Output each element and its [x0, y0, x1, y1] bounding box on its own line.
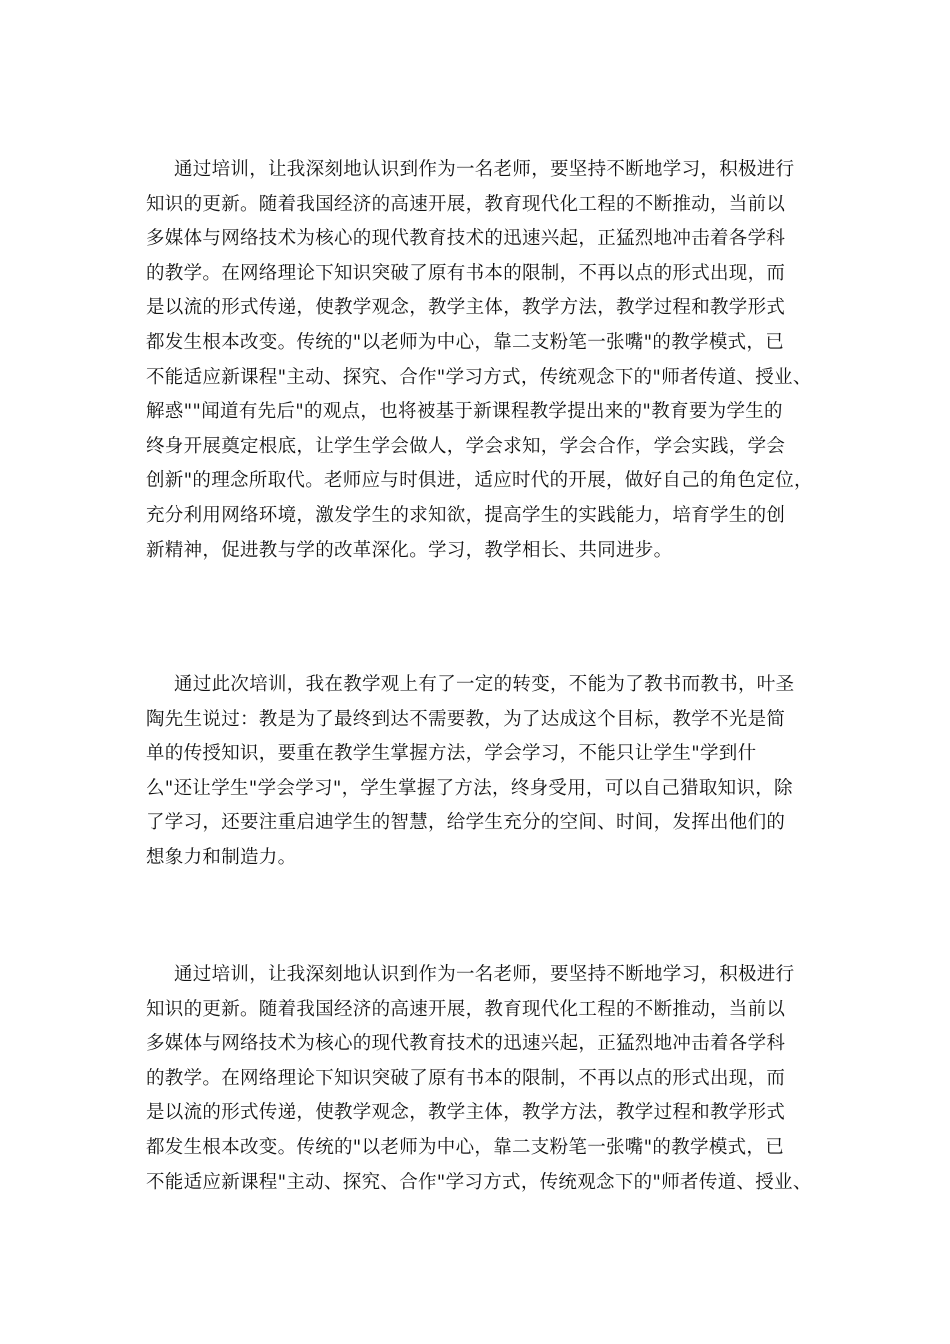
text-line: 创新"的理念所取代。老师应与时俱进，适应时代的开展，做好自己的角色定位，	[146, 470, 813, 492]
text-line: 想象力和制造力。	[146, 846, 297, 868]
text-line: 单的传授知识，要重在教学生掌握方法，学会学习，不能只让学生"学到什	[146, 743, 757, 765]
text-line: 都发生根本改变。传统的"以老师为中心，靠二支粉笔一张嘴"的教学模式，已	[146, 1136, 785, 1158]
text-line: 知识的更新。随着我国经济的高速开展，教育现代化工程的不断推动，当前以	[146, 193, 786, 215]
text-line: 新精神，促进教与学的改革深化。学习，教学相长、共同进步。	[146, 539, 673, 561]
text-line: 的教学。在网络理论下知识突破了原有书本的限制，不再以点的形式出现，而	[146, 262, 786, 284]
text-line: 通过培训，让我深刻地认识到作为一名老师，要坚持不断地学习，积极进行	[174, 159, 795, 180]
text-line: 的教学。在网络理论下知识突破了原有书本的限制，不再以点的形式出现，而	[146, 1067, 786, 1089]
text-line: 解惑""闻道有先后"的观点，也将被基于新课程教学提出来的"教育要为学生的	[146, 401, 783, 423]
text-line: 不能适应新课程"主动、探究、合作"学习方式，传统观念下的"师者传道、授业、	[146, 1171, 812, 1193]
paragraph-training-reflection	[146, 153, 836, 568]
paragraph-training-reflection-repeat	[146, 958, 836, 1200]
text-line: 终身开展奠定根底，让学生学会做人，学会求知，学会合作，学会实践，学会	[146, 435, 786, 457]
text-line: 是以流的形式传递，使教学观念，教学主体，教学方法，教学过程和教学形式	[146, 297, 786, 319]
paragraph-teaching-view	[146, 668, 836, 876]
text-line: 知识的更新。随着我国经济的高速开展，教育现代化工程的不断推动，当前以	[146, 998, 786, 1020]
text-line: 通过培训，让我深刻地认识到作为一名老师，要坚持不断地学习，积极进行	[174, 964, 795, 985]
text-line: 陶先生说过：教是为了最终到达不需要教，为了达成这个目标，教学不光是简	[146, 708, 786, 730]
text-line: 都发生根本改变。传统的"以老师为中心，靠二支粉笔一张嘴"的教学模式，已	[146, 331, 785, 353]
text-line: 了学习，还要注重启迪学生的智慧，给学生充分的空间、时间，发挥出他们的	[146, 812, 786, 834]
text-line: 是以流的形式传递，使教学观念，教学主体，教学方法，教学过程和教学形式	[146, 1102, 786, 1124]
text-line: 么"还让学生"学会学习"，学生掌握了方法，终身受用，可以自己猎取知识，除	[146, 777, 793, 799]
text-line: 充分利用网络环境，激发学生的求知欲，提高学生的实践能力，培育学生的创	[146, 504, 786, 526]
text-line: 通过此次培训，我在教学观上有了一定的转变，不能为了教书而教书，叶圣	[174, 674, 795, 695]
text-line: 多媒体与网络技术为核心的现代教育技术的迅速兴起，正猛烈地冲击着各学科	[146, 1033, 786, 1055]
text-line: 多媒体与网络技术为核心的现代教育技术的迅速兴起，正猛烈地冲击着各学科	[146, 228, 786, 250]
text-line: 不能适应新课程"主动、探究、合作"学习方式，传统观念下的"师者传道、授业、	[146, 366, 812, 388]
